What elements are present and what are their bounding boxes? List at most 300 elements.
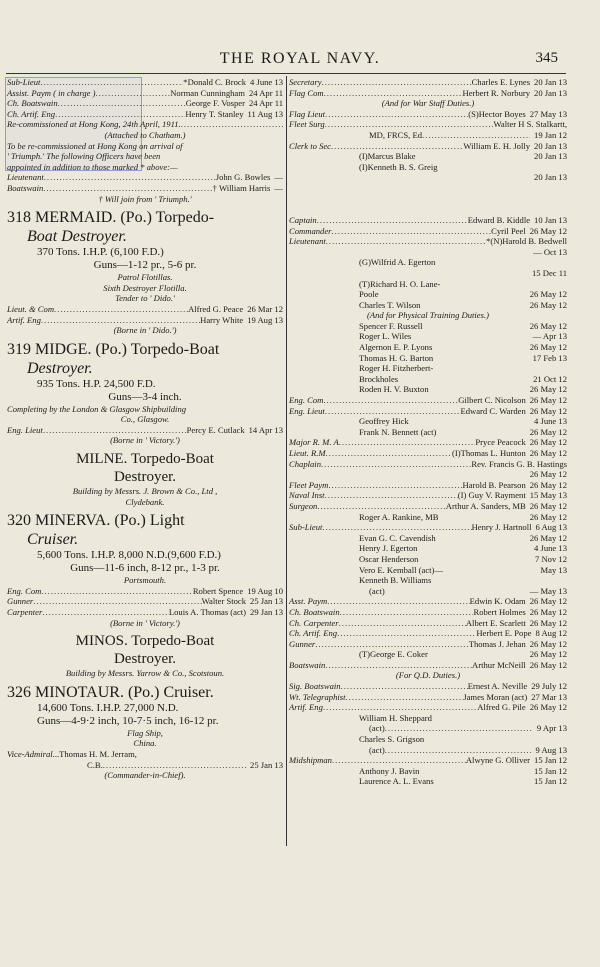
officer-name: (T)Richard H. O. Lane- <box>359 278 441 289</box>
officer-name: Percy E. Cutlack <box>186 424 245 435</box>
entry-date: — Apr 13 <box>532 331 567 342</box>
entry-date: 9 Apr 13 <box>536 723 567 734</box>
dot-leader <box>44 172 216 183</box>
officer-row <box>7 749 283 760</box>
officer-row <box>289 713 567 724</box>
rank-label: Boatswain <box>289 659 326 670</box>
page-header <box>0 50 600 72</box>
dot-leader <box>346 692 464 703</box>
entry-date: 6 Aug 13 <box>535 522 567 533</box>
rank-label: Commander <box>289 225 332 236</box>
entry-date: 10 Jan 13 <box>534 214 567 225</box>
entry-date: 15 Dec 11 <box>532 267 567 278</box>
dot-leader <box>322 77 472 88</box>
officer-name: Roden H. V. Buxton <box>359 384 429 395</box>
rank-label: Lieut. R.M <box>289 448 326 458</box>
ship-stats: 370 Tons. I.H.P. (6,100 F.D.) <box>37 246 164 259</box>
rank-indent <box>289 723 369 734</box>
officer-name: Charles S. Grigson <box>359 734 425 745</box>
ship-heading-mermaid: 318 MERMAID. (Po.) Torpedo- <box>7 209 215 227</box>
entry-date: 27 Mar 13 <box>531 691 567 702</box>
officer-row <box>7 760 283 771</box>
officer-name: Alfred G. Peace <box>188 303 244 314</box>
borne-note: (Borne in ' Victory.') <box>110 617 180 628</box>
officer-name: Thomas J. Jehan <box>468 638 526 649</box>
rank-indent <box>289 321 359 332</box>
entry-date: 26 May 12 <box>529 617 567 628</box>
spacer <box>436 533 526 544</box>
spacer <box>429 384 526 395</box>
entry-date: — <box>274 182 283 193</box>
dot-leader <box>181 119 283 130</box>
dot-leader <box>103 760 246 771</box>
attached-note: (Attached to Chatham.) <box>104 129 186 140</box>
officer-row <box>289 374 567 385</box>
column-divider <box>286 76 287 846</box>
officer-row <box>7 88 283 99</box>
officer-row <box>289 723 567 734</box>
acting-note: (act) <box>369 744 385 755</box>
ship-guns: Guns—1-12 pr., 5-6 pr. <box>93 259 197 272</box>
rank-label: Ch. Carpenter <box>289 617 339 628</box>
officer-row <box>289 533 567 544</box>
qd-duties-note: (For Q.D. Duties.) <box>395 670 461 681</box>
ship-heading-midge-2: Destroyer. <box>27 359 93 377</box>
officer-name: (I) Guy V. Rayment <box>457 490 526 501</box>
rank-indent <box>289 384 359 395</box>
officer-name: Robert Spence <box>192 585 244 596</box>
officer-name: Albert E. Scarlett <box>465 617 526 628</box>
officer-row <box>7 586 283 597</box>
rank-label: Carpenter <box>7 607 43 618</box>
spacer <box>379 289 526 300</box>
spacer <box>432 342 525 353</box>
rank-label: Artif. Eng <box>7 314 41 325</box>
rank-label: Ch. Boatswain <box>7 98 58 109</box>
entry-date: 19 Aug 13 <box>247 314 283 325</box>
flag-ship-note: Flag Ship, <box>127 727 163 738</box>
officer-row <box>289 512 567 523</box>
entry-date: 26 May 12 <box>529 659 567 670</box>
rank-indent <box>289 533 359 544</box>
spacer <box>385 586 526 597</box>
officer-row <box>289 289 567 300</box>
officer-name: *(N)Harold B. Bedwell <box>486 236 567 247</box>
spacer <box>434 776 530 787</box>
entry-date: 17 Feb 13 <box>532 352 567 363</box>
spacer <box>443 565 537 576</box>
officer-row <box>7 304 283 315</box>
dot-leader <box>385 745 532 756</box>
entry-date: 26 May 12 <box>529 511 567 522</box>
officer-name: Roger A. Rankine, MB <box>359 511 439 522</box>
spacer <box>419 766 530 777</box>
officer-row <box>289 416 567 427</box>
officer-row <box>289 649 567 660</box>
rank-indent <box>289 353 359 364</box>
entry-date: 26 May 12 <box>529 225 567 236</box>
dot-leader <box>340 607 474 618</box>
borne-note: (Borne in ' Victory.') <box>110 435 180 446</box>
officer-name: Alwyne G. Olliver <box>465 755 531 766</box>
rank-indent <box>289 363 359 374</box>
acting-note: (act) <box>369 723 385 734</box>
building-note: Building by Messrs. Yarrow & Co., Scotstoun. <box>65 668 225 679</box>
officer-name: Rev. Francis G. B. Hastings <box>471 458 567 469</box>
entry-date: 24 Apr 11 <box>248 98 283 109</box>
rank-indent <box>289 745 369 756</box>
rank-label: Lieut. & Com <box>7 303 55 314</box>
recommission-note-line: appointed in addition to those marked * above:— <box>7 161 178 172</box>
officer-name: Frank N. Bennett (act) <box>359 426 437 437</box>
officer-row <box>7 119 283 130</box>
officer-row <box>289 745 567 756</box>
officer-name: Charles T. Wilson <box>359 299 421 310</box>
dot-leader <box>40 77 183 88</box>
officer-name: Henry T. Stanley <box>185 108 244 119</box>
officer-row <box>289 522 567 533</box>
dot-leader <box>325 490 458 501</box>
rank-indent <box>289 575 359 586</box>
rank-label: Flag Lieut <box>289 108 326 119</box>
officer-row <box>7 425 283 436</box>
officer-name: Thomas H. G. Barton <box>359 352 434 363</box>
entry-date: 25 Jan 13 <box>250 596 283 607</box>
entry-date: — <box>274 172 283 183</box>
entry-date: 20 Jan 13 <box>534 87 567 98</box>
officer-name: Arthur A. Sanders, MB <box>445 500 526 511</box>
officer-row <box>289 618 567 629</box>
rank-label: Lieutenant <box>7 172 44 183</box>
building-note-2: Clydebank. <box>125 496 165 507</box>
officer-honours: C.B. <box>87 759 103 770</box>
officer-row <box>289 215 567 226</box>
entry-date: 29 July 12 <box>531 681 567 692</box>
spacer <box>433 353 528 364</box>
entry-date: 4 June 13 <box>534 416 567 427</box>
rank-label: Sub-Lieut <box>7 77 41 87</box>
officer-name: Harold B. Pearson <box>462 479 526 490</box>
officer-name: Algernon E. P. Lyons <box>359 342 433 353</box>
rank-label: Gunner <box>289 638 316 649</box>
entry-date: 26 May 12 <box>529 448 567 458</box>
officer-row <box>289 660 567 671</box>
dot-leader <box>324 88 463 99</box>
officer-row <box>289 755 567 766</box>
rank-label: Eng. Com <box>289 395 324 406</box>
entry-date: 26 May 12 <box>529 289 567 300</box>
entry-date: 15 Jan 12 <box>534 776 567 787</box>
rank-label: Major R. M. A <box>289 437 339 448</box>
officer-row <box>289 141 567 152</box>
officer-name: Ernest A. Neville <box>467 681 528 692</box>
officer-name: Gilbert C. Nicolson <box>458 395 526 406</box>
dot-leader <box>332 755 466 766</box>
officer-row <box>289 226 567 237</box>
officer-row <box>289 776 567 787</box>
ship-heading-midge: 319 MIDGE. (Po.) Torpedo-Boat <box>7 340 220 358</box>
rank-indent <box>289 151 359 162</box>
officer-name: Oscar Henderson <box>359 553 419 564</box>
officer-row <box>289 109 567 120</box>
officer-row <box>289 119 567 130</box>
officer-row <box>289 490 567 501</box>
right-column <box>289 77 567 787</box>
rank-indent <box>289 300 359 311</box>
rank-label: Sig. Boatswain <box>289 681 341 692</box>
officer-name: Brockholes <box>359 373 399 384</box>
ship-stats: 935 Tons. H.P. 24,500 F.D. <box>37 377 156 390</box>
officer-row <box>289 459 567 470</box>
rank-indent <box>289 543 359 554</box>
ship-guns: Guns—11-6 inch, 8-12 pr., 1-3 pr. <box>70 562 220 575</box>
entry-date: 20 Jan 13 <box>534 151 567 162</box>
dot-leader <box>321 459 471 470</box>
rank-label: Clerk to Sec <box>289 140 331 151</box>
officer-row <box>289 639 567 650</box>
rank-label: Ch. Artif. Eng <box>289 628 338 639</box>
sixth-flotilla: Sixth Destroyer Flotilla. <box>103 282 187 293</box>
header-rule <box>6 73 566 74</box>
rank-label: Midshipman <box>289 755 332 766</box>
rank-indent <box>289 713 359 724</box>
spacer <box>431 575 567 586</box>
officer-row <box>289 437 567 448</box>
rank-indent <box>289 565 359 576</box>
officer-name: Herbert E. Pope <box>476 628 532 639</box>
officer-row <box>7 596 283 607</box>
entry-date: 11 Aug 13 <box>247 108 283 119</box>
entry-date: 9 Aug 13 <box>535 744 567 755</box>
rank-label: Fleet Surg <box>289 119 325 130</box>
entry-date: 21 Oct 12 <box>533 373 567 384</box>
completing-note-2: Co., Glasgow. <box>120 414 170 425</box>
officer-row <box>7 172 283 183</box>
spacer <box>420 300 525 311</box>
entry-date: 20 Jan 13 <box>534 172 567 183</box>
will-join-note: † Will join from ' Triumph.' <box>98 193 192 204</box>
spacer <box>416 151 530 162</box>
dot-leader <box>341 681 468 692</box>
officer-row <box>289 427 567 438</box>
spacer <box>439 512 526 523</box>
rank-label: Captain <box>289 214 317 225</box>
entry-date: 7 Nov 12 <box>535 553 567 564</box>
entry-date: 25 Jan 13 <box>250 759 283 770</box>
dot-leader <box>331 141 463 152</box>
officer-row <box>7 315 283 326</box>
ship-heading-minos: MINOS. Torpedo-Boat <box>75 633 215 650</box>
officer-row <box>7 98 283 109</box>
ship-heading-minerva-2: Cruiser. <box>27 531 79 549</box>
officer-row <box>289 88 567 99</box>
entry-date: 20 Jan 13 <box>534 140 567 151</box>
rank-label: Ch. Boatswain <box>289 606 340 617</box>
officer-name: *Donald C. Brock <box>183 77 247 87</box>
officer-row <box>289 363 567 374</box>
dot-leader <box>41 586 192 597</box>
recommission-note-line: ' Triumph.' The following Officers have been <box>7 151 161 162</box>
dot-leader <box>327 596 469 607</box>
officer-name: Evan G. C. Cavendish <box>359 532 436 543</box>
officer-row <box>289 702 567 713</box>
rank-indent <box>289 554 359 565</box>
left-column <box>7 77 283 781</box>
dot-leader <box>33 596 201 607</box>
entry-date: 24 Apr 11 <box>248 87 283 98</box>
officer-row <box>289 130 567 141</box>
entry-date: 15 May 13 <box>529 490 567 501</box>
rank-indent <box>289 512 359 523</box>
officer-row <box>289 575 567 586</box>
officer-name: Vero E. Kemball (act)— <box>359 564 443 575</box>
dot-leader <box>54 304 188 315</box>
rank-indent <box>289 374 359 385</box>
officer-row <box>289 766 567 777</box>
entry-date: 26 May 12 <box>529 500 567 511</box>
ship-heading-mermaid-2: Boat Destroyer. <box>27 228 127 246</box>
officer-row <box>7 109 283 120</box>
officer-name: Robert Holmes <box>473 606 526 617</box>
spacer <box>417 543 530 554</box>
entry-date: 27 May 13 <box>529 108 567 119</box>
officer-name: (I)Kenneth B. S. Greig <box>359 161 438 172</box>
page-number: 345 <box>535 50 558 66</box>
port-note: Portsmouth. <box>123 575 167 586</box>
rank-label: Assist. Paym ( in charge ) <box>7 87 96 98</box>
entry-date: — Oct 13 <box>533 246 567 257</box>
officer-name: Louis A. Thomas (act) <box>168 607 247 618</box>
dot-leader <box>326 236 486 247</box>
entry-date: 8 Aug 12 <box>535 628 567 639</box>
spacer <box>411 331 528 342</box>
rank-indent <box>289 130 369 141</box>
rank-label: Eng. Lieut <box>289 405 325 416</box>
entry-date: 29 Jan 13 <box>250 607 283 618</box>
entry-date: 19 Jan 12 <box>534 129 567 140</box>
officer-name: Edwin K. Odam <box>469 596 526 607</box>
ship-heading-minos-2: Destroyer. <box>113 651 177 668</box>
war-staff-note: (And for War Staff Duties.) <box>381 98 475 109</box>
officer-row <box>289 300 567 311</box>
officer-row <box>7 77 283 88</box>
rank-label: Vice-Admiral <box>7 749 53 759</box>
officer-row <box>289 480 567 491</box>
officer-row <box>289 77 567 88</box>
dot-leader <box>328 480 462 491</box>
officer-name: William E. H. Jolly <box>463 140 531 151</box>
officer-row <box>289 554 567 565</box>
officer-name: Cyril Peel <box>491 225 526 236</box>
ship-heading-milne: MILNE. Torpedo-Boat <box>76 451 214 468</box>
spacer <box>409 416 530 427</box>
officer-name: Alfred G. Pile <box>477 702 526 713</box>
tender-note: Tender to ' Dido.' <box>115 293 175 304</box>
rank-label: Ch. Artif. Eng <box>7 108 56 119</box>
officer-name: John G. Bowles <box>215 172 271 183</box>
spacer <box>423 321 526 332</box>
acting-note: (act) <box>369 585 385 596</box>
flotilla: Patrol Flotillas. <box>117 272 173 283</box>
recommission-note-line: To be re-commissioned at Hong Kong on arrival of <box>7 140 183 151</box>
officer-row <box>7 183 283 194</box>
entry-date: 26 May 12 <box>529 638 567 649</box>
spacer <box>418 554 531 565</box>
dot-leader <box>323 702 477 713</box>
building-note: Building by Messrs. J. Brown & Co., Ltd , <box>72 486 218 497</box>
dot-leader <box>339 618 466 629</box>
entry-date: 26 May 12 <box>529 342 567 353</box>
officer-name: James Moran (act) <box>463 691 528 702</box>
entry-date: 26 May 12 <box>529 469 567 480</box>
page-title: THE ROYAL NAVY. <box>219 50 381 67</box>
officer-name: Laurence A. L. Evans <box>359 776 434 787</box>
officer-row <box>289 395 567 406</box>
ship-guns: Guns—4-9·2 inch, 10-7·5 inch, 16-12 pr. <box>37 714 219 727</box>
rank-label: Re-commissioned at Hong Kong, 24th April, 1911. <box>7 119 181 130</box>
officer-name: (S)Hector Boyes <box>468 108 526 119</box>
entry-date: 15 Jan 12 <box>534 765 567 776</box>
officer-row <box>289 151 567 162</box>
ship-stats: 5,600 Tons. I.H.P. 8,000 N.D.(9,600 F.D.) <box>37 549 221 562</box>
officer-name: (I)Thomas L. Hunton <box>452 448 526 458</box>
rank-indent <box>289 331 359 342</box>
officer-row <box>289 543 567 554</box>
officer-row <box>289 331 567 342</box>
entry-date: 26 May 12 <box>529 606 567 617</box>
dot-leader <box>58 98 186 109</box>
officer-row <box>7 607 283 618</box>
rank-label: Surgeon <box>289 500 318 511</box>
officer-name: † William Harris <box>212 182 271 193</box>
entry-date: 19 Aug 10 <box>247 585 283 596</box>
officer-name: Pryce Peacock <box>475 437 526 448</box>
entry-date: 26 May 12 <box>529 532 567 543</box>
rank-indent <box>289 427 359 438</box>
ship-heading-minotaur: 326 MINOTAUR. (Po.) Cruiser. <box>7 683 214 701</box>
rank-label: Flag Com <box>289 87 324 98</box>
dot-leader <box>325 406 461 417</box>
rank-label: Artif. Eng <box>289 702 323 713</box>
officer-name: Henry J. Egerton <box>359 543 418 554</box>
dot-leader <box>42 607 169 618</box>
entry-date: 26 May 12 <box>529 479 567 490</box>
dot-leader <box>332 226 492 237</box>
entry-date: 26 May 12 <box>529 426 567 437</box>
rank-label: Boatswain <box>7 182 44 193</box>
dot-leader <box>326 448 452 459</box>
commander-in-chief-note: (Commander-in-Chief). <box>104 770 186 781</box>
entry-date: 26 May 12 <box>529 299 567 310</box>
rank-indent <box>289 289 359 300</box>
officer-name: Kenneth B. Williams <box>359 575 432 586</box>
rank-label: Eng. Lieut <box>7 424 43 435</box>
entry-date: 26 May 12 <box>529 320 567 331</box>
officer-name: Poole <box>359 289 379 300</box>
officer-name: Arthur McNeill <box>472 659 526 670</box>
officer-name: Henry J. Hartnoll <box>471 522 532 533</box>
officer-row <box>289 501 567 512</box>
officer-name: Geoffrey Hick <box>359 416 409 427</box>
dot-leader <box>325 109 468 120</box>
dot-leader <box>385 723 533 734</box>
entry-date: 26 May 12 <box>529 437 567 448</box>
officer-name: Walter Stock <box>201 596 247 607</box>
dot-leader <box>322 522 471 533</box>
officer-row <box>289 384 567 395</box>
rank-indent <box>289 586 369 597</box>
rank-label: Lieutenant <box>289 236 326 247</box>
